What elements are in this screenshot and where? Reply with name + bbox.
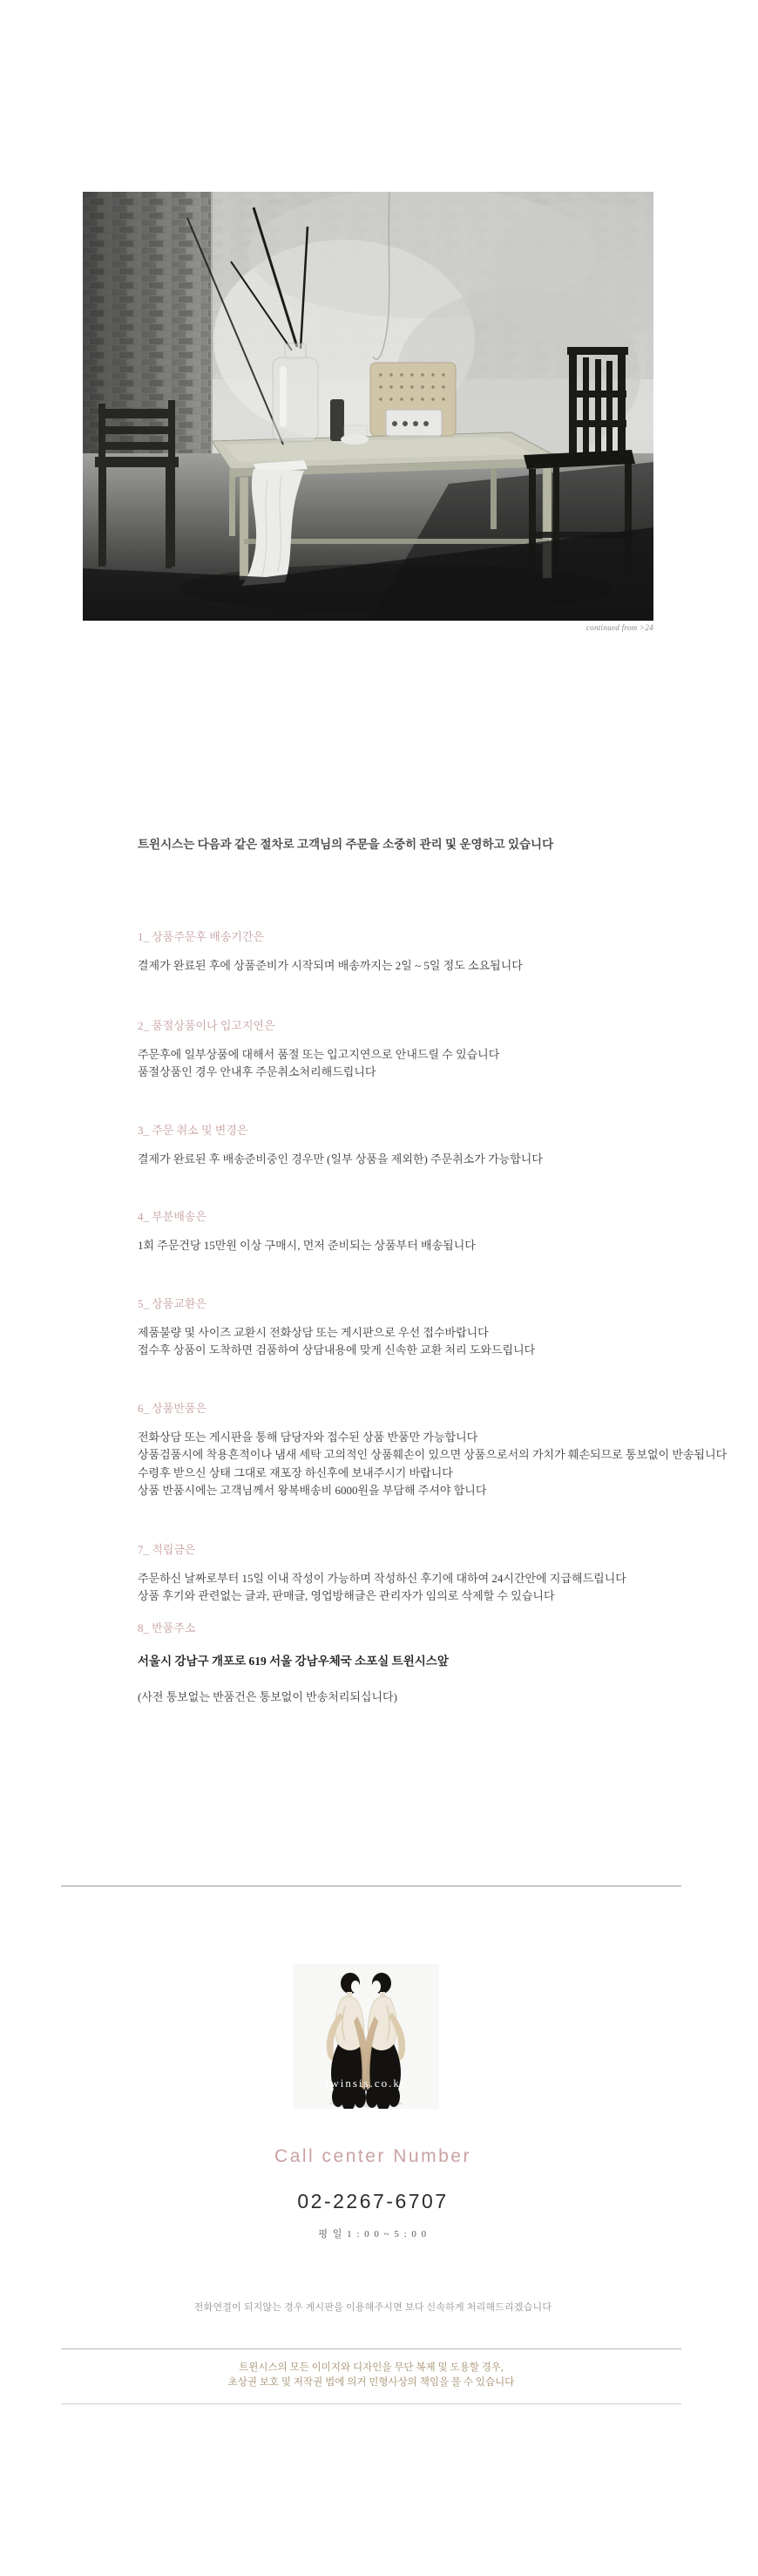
section-line: 품절상품인 경우 안내후 주문취소처리해드립니다 xyxy=(138,1065,376,1078)
intro-text: 트윈시스는 다음과 같은 절차로 고객님의 주문을 소중히 관리 및 운영하고 있습니다 xyxy=(138,838,554,851)
section-line: 전화상담 또는 게시판을 통해 담당자와 접수된 상품 반품만 가능합니다 xyxy=(138,1430,478,1444)
return-address: 서울시 강남구 개포로 619 서울 강남우체국 소포실 트윈시스앞 xyxy=(138,1654,449,1668)
twin-figures-illustration xyxy=(293,1964,439,2109)
copyright-box xyxy=(61,2348,681,2404)
order-guide xyxy=(138,837,730,1706)
call-center-label: Call center Number xyxy=(274,2146,471,2166)
section-order-cancel xyxy=(138,1123,730,1169)
section-line: 상품 후기와 관련없는 글과, 판매글, 영업방해글은 관리자가 임의로 삭제할 수 있습니다 xyxy=(138,1589,555,1602)
section-soldout-delay xyxy=(138,1018,730,1082)
section-shipping-period xyxy=(138,929,730,975)
call-center-phone: 02-2267-6707 xyxy=(297,2190,449,2212)
section-line: 결제가 완료된 후에 상품준비가 시작되며 배송까지는 2일 ~ 5일 정도 소요됩니다 xyxy=(138,959,523,972)
logo-wordmark: twinsis.co.kr xyxy=(325,2076,407,2090)
board-notice: 전화연결이 되지않는 경우 게시판을 이용해주시면 보다 신속하게 처리해드리겠습니다 xyxy=(193,2302,552,2313)
section-line: 상품검품시에 착용흔적이나 냄새 세탁 고의적인 상품훼손이 있으면 상품으로서의 가치가 훼손되므로 통보없이 반송됩니다 xyxy=(138,1448,728,1461)
section-title: 1_ 상품주문후 배송기간은 xyxy=(138,930,265,943)
section-line: 1회 주문건당 15만원 이상 구매시, 먼저 준비되는 상품부터 배송됩니다 xyxy=(138,1239,476,1252)
section-partial-shipping xyxy=(138,1209,730,1255)
hero-caption: continued from >24 xyxy=(585,623,653,632)
section-title: 4_ 부분배송은 xyxy=(138,1210,207,1223)
section-line: 제품불량 및 사이즈 교환시 전화상담 또는 게시판으로 우선 접수바랍니다 xyxy=(138,1325,489,1339)
section-return xyxy=(138,1401,730,1500)
copyright-line-1: 트윈시스의 모든 이미지와 디자인을 무단 복제 및 도용할 경우, xyxy=(239,2362,504,2373)
section-line: 수령후 받으신 상태 그대로 재포장 하신후에 보내주시기 바랍니다 xyxy=(138,1465,453,1479)
return-address-note: (사전 통보없는 반품건은 통보없이 반송처리되십니다) xyxy=(138,1689,397,1703)
section-title: 8_ 반품주소 xyxy=(138,1621,196,1635)
section-line: 주문후에 일부상품에 대해서 품절 또는 입고지연으로 안내드릴 수 있습니다 xyxy=(138,1047,500,1061)
copyright-line-2: 초상권 보호 및 저작권 법에 의거 민형사상의 책임을 물 수 있습니다 xyxy=(227,2377,515,2388)
business-hours: 평 일 1 : 0 0 ~ 5 : 0 0 xyxy=(318,2229,428,2240)
section-reward-points xyxy=(138,1542,730,1606)
brand-logo xyxy=(293,1964,439,2109)
section-title: 5_ 상품교환은 xyxy=(138,1296,207,1310)
section-title: 6_ 상품반품은 xyxy=(138,1401,207,1415)
hero-photo xyxy=(83,192,653,621)
section-line: 주문하신 날짜로부터 15일 이내 작성이 가능하며 작성하신 후기에 대하여 24시간안에 지급해드립니다 xyxy=(138,1571,626,1585)
section-title: 7_ 적립금은 xyxy=(138,1542,196,1556)
section-exchange xyxy=(138,1296,730,1360)
section-title: 2_ 품절상품이나 입고지연은 xyxy=(138,1018,275,1032)
section-title: 3_ 주문 취소 및 변경은 xyxy=(138,1123,248,1137)
section-line: 상품 반품시에는 고객님께서 왕복배송비 6000원을 부담해 주셔야 합니다 xyxy=(138,1484,487,1497)
pegboard-panel xyxy=(370,363,456,436)
hero-photo-illustration xyxy=(83,192,653,621)
section-line: 접수후 상품이 도착하면 검품하여 상담내용에 맞게 신속한 교환 처리 도와드립니다 xyxy=(138,1343,536,1356)
section-return-address xyxy=(138,1621,730,1707)
section-line: 결제가 완료된 후 배송준비중인 경우만 (일부 상품을 제외한) 주문취소가 가능합니다 xyxy=(138,1152,543,1166)
